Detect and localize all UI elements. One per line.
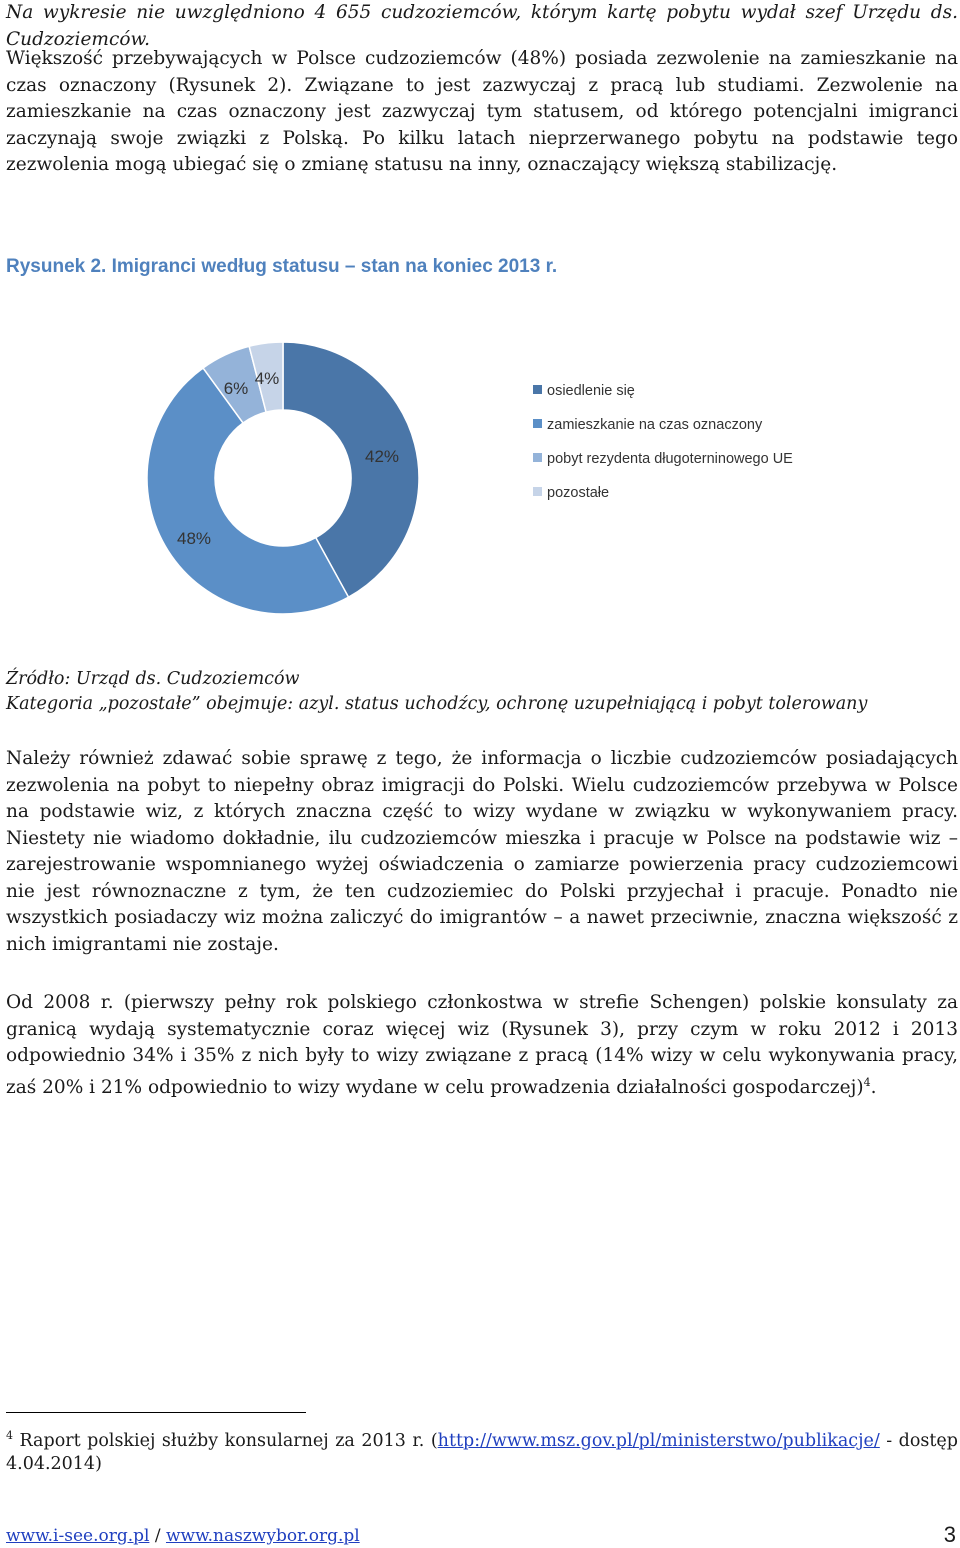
footer-link-naszwybor[interactable]: www.naszwybor.org.pl <box>165 1526 360 1546</box>
paragraph-2: Należy również zdawać sobie sprawę z tego, że informacja o liczbie cudzoziemców posiadających zezwolenia na pobyt to niepełny obraz imigracji do Polski. Wielu cudzoziemców przebywa w Polsce na podstawie wiz, z których znaczna część to wizy wydane w związku w wykonywaniem pracy. Niestety nie wiadomo dokładnie, ilu cudzoziemców mieszka i pracuje w Polsce na podstawie wiz – zarejestrowanie wspomnianego wyżej oświadczenia o zamiarze powierzenia pracy cudzoziemcowi nie jest równoznaczne z tym, że ten cudzoziemiec do Polski przyjechał i pracuje. Ponadto nie wszystkich posiadaczy wiz można zaliczyć do imigrantów – a nawet przeciwnie, znaczna większość z nich imigrantami nie zostaje. <box>6 748 958 955</box>
footnote-text: Raport polskiej służby konsularnej za 2013 r. ( <box>13 1430 438 1451</box>
figure-source: Źródło: Urząd ds. Cudzoziemców <box>6 669 300 689</box>
donut-chart <box>0 300 960 670</box>
footnote-ref: 4 <box>863 1075 871 1089</box>
footnote-number: 4 <box>6 1429 13 1442</box>
footer-separator: / <box>149 1526 166 1546</box>
legend-label-1: osiedlenie się <box>547 383 635 399</box>
footer-links <box>6 1526 360 1546</box>
slice-label-4: 4% <box>254 369 280 388</box>
legend-swatch-3 <box>533 453 542 462</box>
paragraph-1: Większość przebywających w Polsce cudzoziemców (48%) posiada zezwolenie na zamieszkanie na czas oznaczony (Rysunek 2). Związane to jest zazwyczaj z pracą lub studiami. Zezwolenie na zamieszkanie na czas oznaczony jest zazwyczaj tym statusem, od którego potencjalni imigranci zaczynają swoje związki z Polską. Po kilku latach nieprzerwanego pobytu na podstawie tego zezwolenia mogą ubiegać się o zmianę statusu na inny, oznaczający większą stabilizację. <box>6 48 958 175</box>
page-number: 3 <box>943 1522 956 1547</box>
legend-swatch-2 <box>533 419 542 428</box>
footer-link-isee[interactable]: www.i-see.org.pl <box>6 1526 150 1546</box>
intro-note: Na wykresie nie uwzględniono 4 655 cudzoziemców, którym kartę pobytu wydał szef Urzędu ds. Cudzoziemców. <box>6 2 958 50</box>
footnote-tail: - dostęp 4.04.2014) <box>6 1430 958 1474</box>
slice-label-3: 6% <box>223 379 249 398</box>
legend-label-4: pozostałe <box>547 485 610 501</box>
legend-swatch-1 <box>533 385 542 394</box>
figure-caption: Rysunek 2. Imigranci według statusu – stan na koniec 2013 r. <box>6 256 558 277</box>
legend-label-2: zamieszkanie na czas oznaczony <box>547 417 763 433</box>
legend-label-3: pobyt rezydenta długoterninowego UE <box>547 451 793 467</box>
paragraph-3-end: . <box>870 1076 877 1098</box>
legend-swatch-4 <box>533 487 542 496</box>
footnote <box>6 1424 958 1476</box>
slice-label-1: 42% <box>364 447 400 466</box>
slice-label-2: 48% <box>176 529 212 548</box>
paragraph-3 <box>6 990 958 1101</box>
figure-note: Kategoria „pozostałe” obejmuje: azyl. status uchodźcy, ochronę uzupełniającą i pobyt tolerowany <box>6 694 868 714</box>
footnote-link[interactable]: http://www.msz.gov.pl/pl/ministerstwo/publikacje/ <box>437 1430 880 1451</box>
footnote-separator <box>6 1412 306 1413</box>
paragraph-3-text: Od 2008 r. (pierwszy pełny rok polskiego członkostwa w strefie Schengen) polskie konsulaty za granicą wydają systematycznie coraz więcej wiz (Rysunek 3), przy czym w roku 2012 i 2013 odpowiednio 34% i 35% z nich były to wizy związane z pracą (14% wizy w celu wykonywania pracy, zaś 20% i 21% odpowiednio to wizy wydane w celu prowadzenia działalności gospodarczej) <box>6 992 958 1098</box>
